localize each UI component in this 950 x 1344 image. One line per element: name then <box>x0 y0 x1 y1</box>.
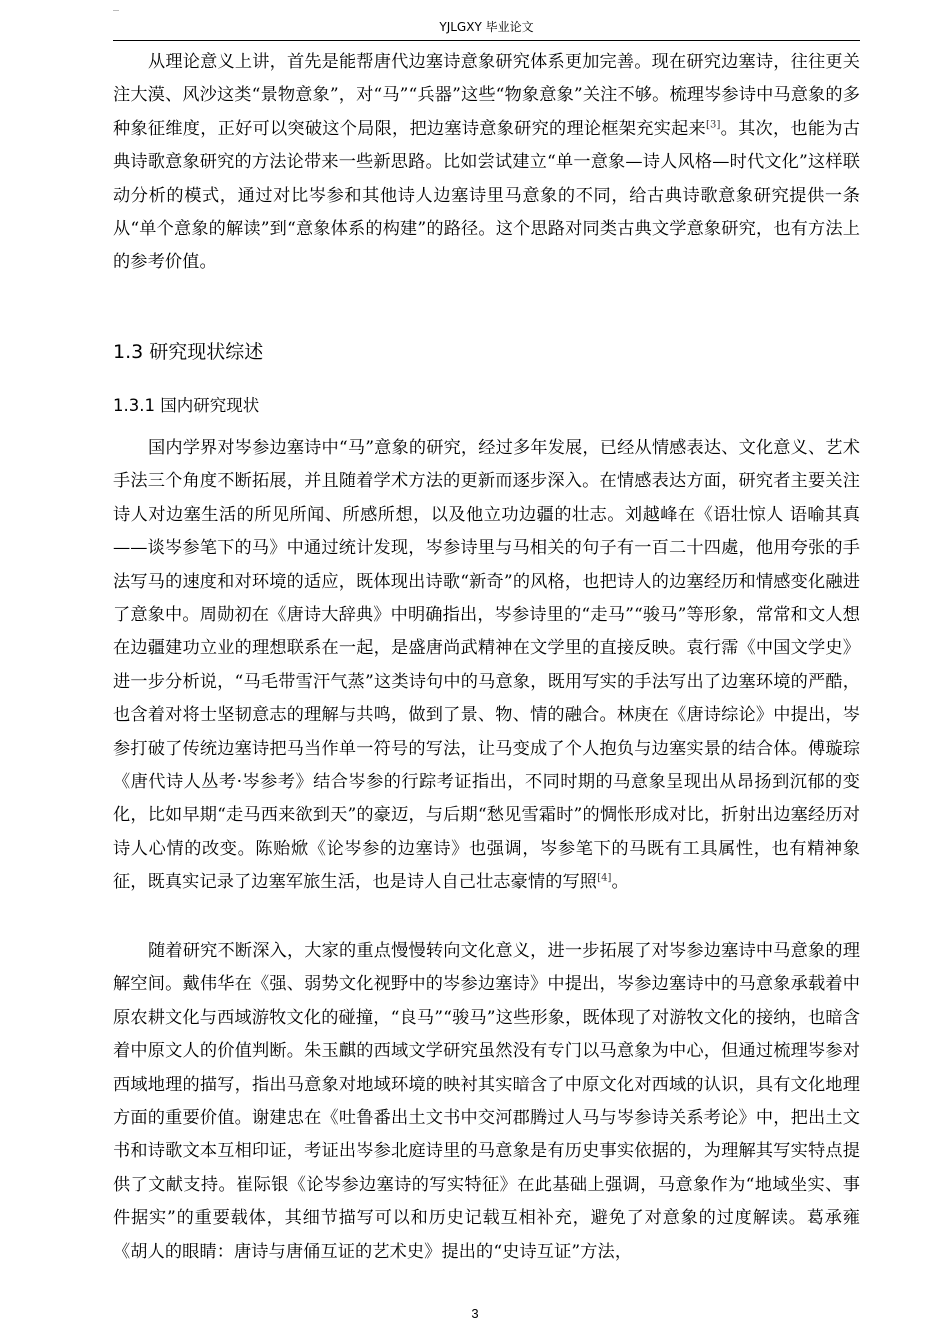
paragraph-text <box>113 432 860 900</box>
citation-ref: [3] <box>706 119 721 131</box>
subsection-heading: 1.3.1 国内研究现状 <box>113 396 260 415</box>
paragraph-tail: 。 <box>611 872 629 893</box>
paragraph-cultural-meaning <box>113 935 860 1269</box>
paragraph-body: 从理论意义上讲，首先是能帮唐代边塞诗意象研究体系更加完善。现在研究边塞诗，往往更关注大漠、风沙这类“景物意象”，对“马”“兵器”这些“物象意象”关注不够。梳理岑参诗中马意象的多种象征维度，正好可以突破这个局限，把边塞诗意象研究的理论框架充实起来 <box>113 52 860 139</box>
header-rule <box>113 40 860 41</box>
paragraph-body: 国内学界对岑参边塞诗中“马”意象的研究，经过多年发展，已经从情感表达、文化意义、艺术手法三个角度不断拓展，并且随着学术方法的更新而逐步深入。在情感表达方面，研究者主要关注诗人对边塞生活的所见所闻、所感所想，以及他立功边疆的壮志。刘越峰在《语壮惊人 语喻其真——谈岑参笔下的马》中通过统计发现，岑参诗里与马相关的句子有一百二十四處，他用夸张的手法写马的速度和对环境的适应，既体现出诗歌“新奇”的风格，也把诗人的边塞经历和情感变化融进了意象中。周勋初在《唐诗大辞典》中明确指出，岑参诗里的“走马”“骏马”等形象，常常和文人想在边疆建功立业的理想联系在一起，是盛唐尚武精神在文学里的直接反映。袁行霈《中国文学史》进一步分析说，“马毛带雪汗气蒸”这类诗句中的马意象，既用写实的手法写出了边塞环境的严酷，也含着对将士坚韧意志的理解与共鸣，做到了景、物、情的融合。林庚在《唐诗综论》中提出，岑参打破了传统边塞诗把马当作单一符号的写法，让马变成了个人抱负与边塞实景的结合体。傅璇琮《唐代诗人丛考·岑参考》结合岑参的行踪考证指出，不同时期的马意象呈现出从昂扬到沉郁的变化，比如早期“走马西来欲到天”的豪迈，与后期“愁见雪霜时”的惆怅形成对比，折射出边塞经历对诗人心情的改变。陈贻焮《论岑参的边塞诗》也强调，岑参笔下的马既有工具属性，也有精神象征，既真实记录了边塞军旅生活，也是诗人自己壮志豪情的写照 <box>113 438 860 893</box>
paragraph-theory-significance <box>113 46 860 280</box>
paragraph-domestic-research <box>113 432 860 900</box>
page-number: 3 <box>471 1306 479 1321</box>
citation-ref: [4] <box>597 872 612 884</box>
header-corner-mark <box>113 10 119 11</box>
paragraph-text <box>113 46 860 280</box>
paragraph-body: 随着研究不断深入，大家的重点慢慢转向文化意义，进一步拓展了对岑参边塞诗中马意象的理解空间。戴伟华在《强、弱势文化视野中的岑参边塞诗》中提出，岑参边塞诗中的马意象承载着中原农耕文化与西域游牧文化的碰撞，“良马”“骏马”这些形象，既体现了对游牧文化的接纳，也暗含着中原文人的价值判断。朱玉麒的西域文学研究虽然没有专门以马意象为中心，但通过梳理岑参对西域地理的描写，指出马意象对地域环境的映衬其实暗含了中原文化对西域的认识，具有文化地理方面的重要价值。谢建忠在《吐鲁番出土文书中交河郡腾过人马与岑参诗关系考论》中，把出土文书和诗歌文本互相印证，考证出岑参北庭诗里的马意象是有历史事实依据的，为理解其写实特点提供了文献支持。崔际银《论岑参边塞诗的写实特征》在此基础上强调，马意象作为“地域坐实、事件据实”的重要载体，其细节描写可以和历史记载互相补充，避免了对意象的过度解读。葛承雍《胡人的眼睛：唐诗与唐俑互证的艺术史》提出的“史诗互证”方法， <box>113 941 860 1262</box>
paragraph-tail: 。其次，也能为古典诗歌意象研究的方法论带来一些新思路。比如尝试建立“单一意象—诗人风格—时代文化”这样联动分析的模式，通过对比岑参和其他诗人边塞诗里马意象的不同，给古典诗歌意象研究提供一条从“单个意象的解读”到“意象体系的构建”的路径。这个思路对同类古典文学意象研究，也有方法上的参考价值。 <box>113 118 860 273</box>
running-header: YJLGXY 毕业论文 <box>439 20 534 34</box>
paragraph-text <box>113 935 860 1269</box>
section-heading: 1.3 研究现状综述 <box>113 341 264 363</box>
